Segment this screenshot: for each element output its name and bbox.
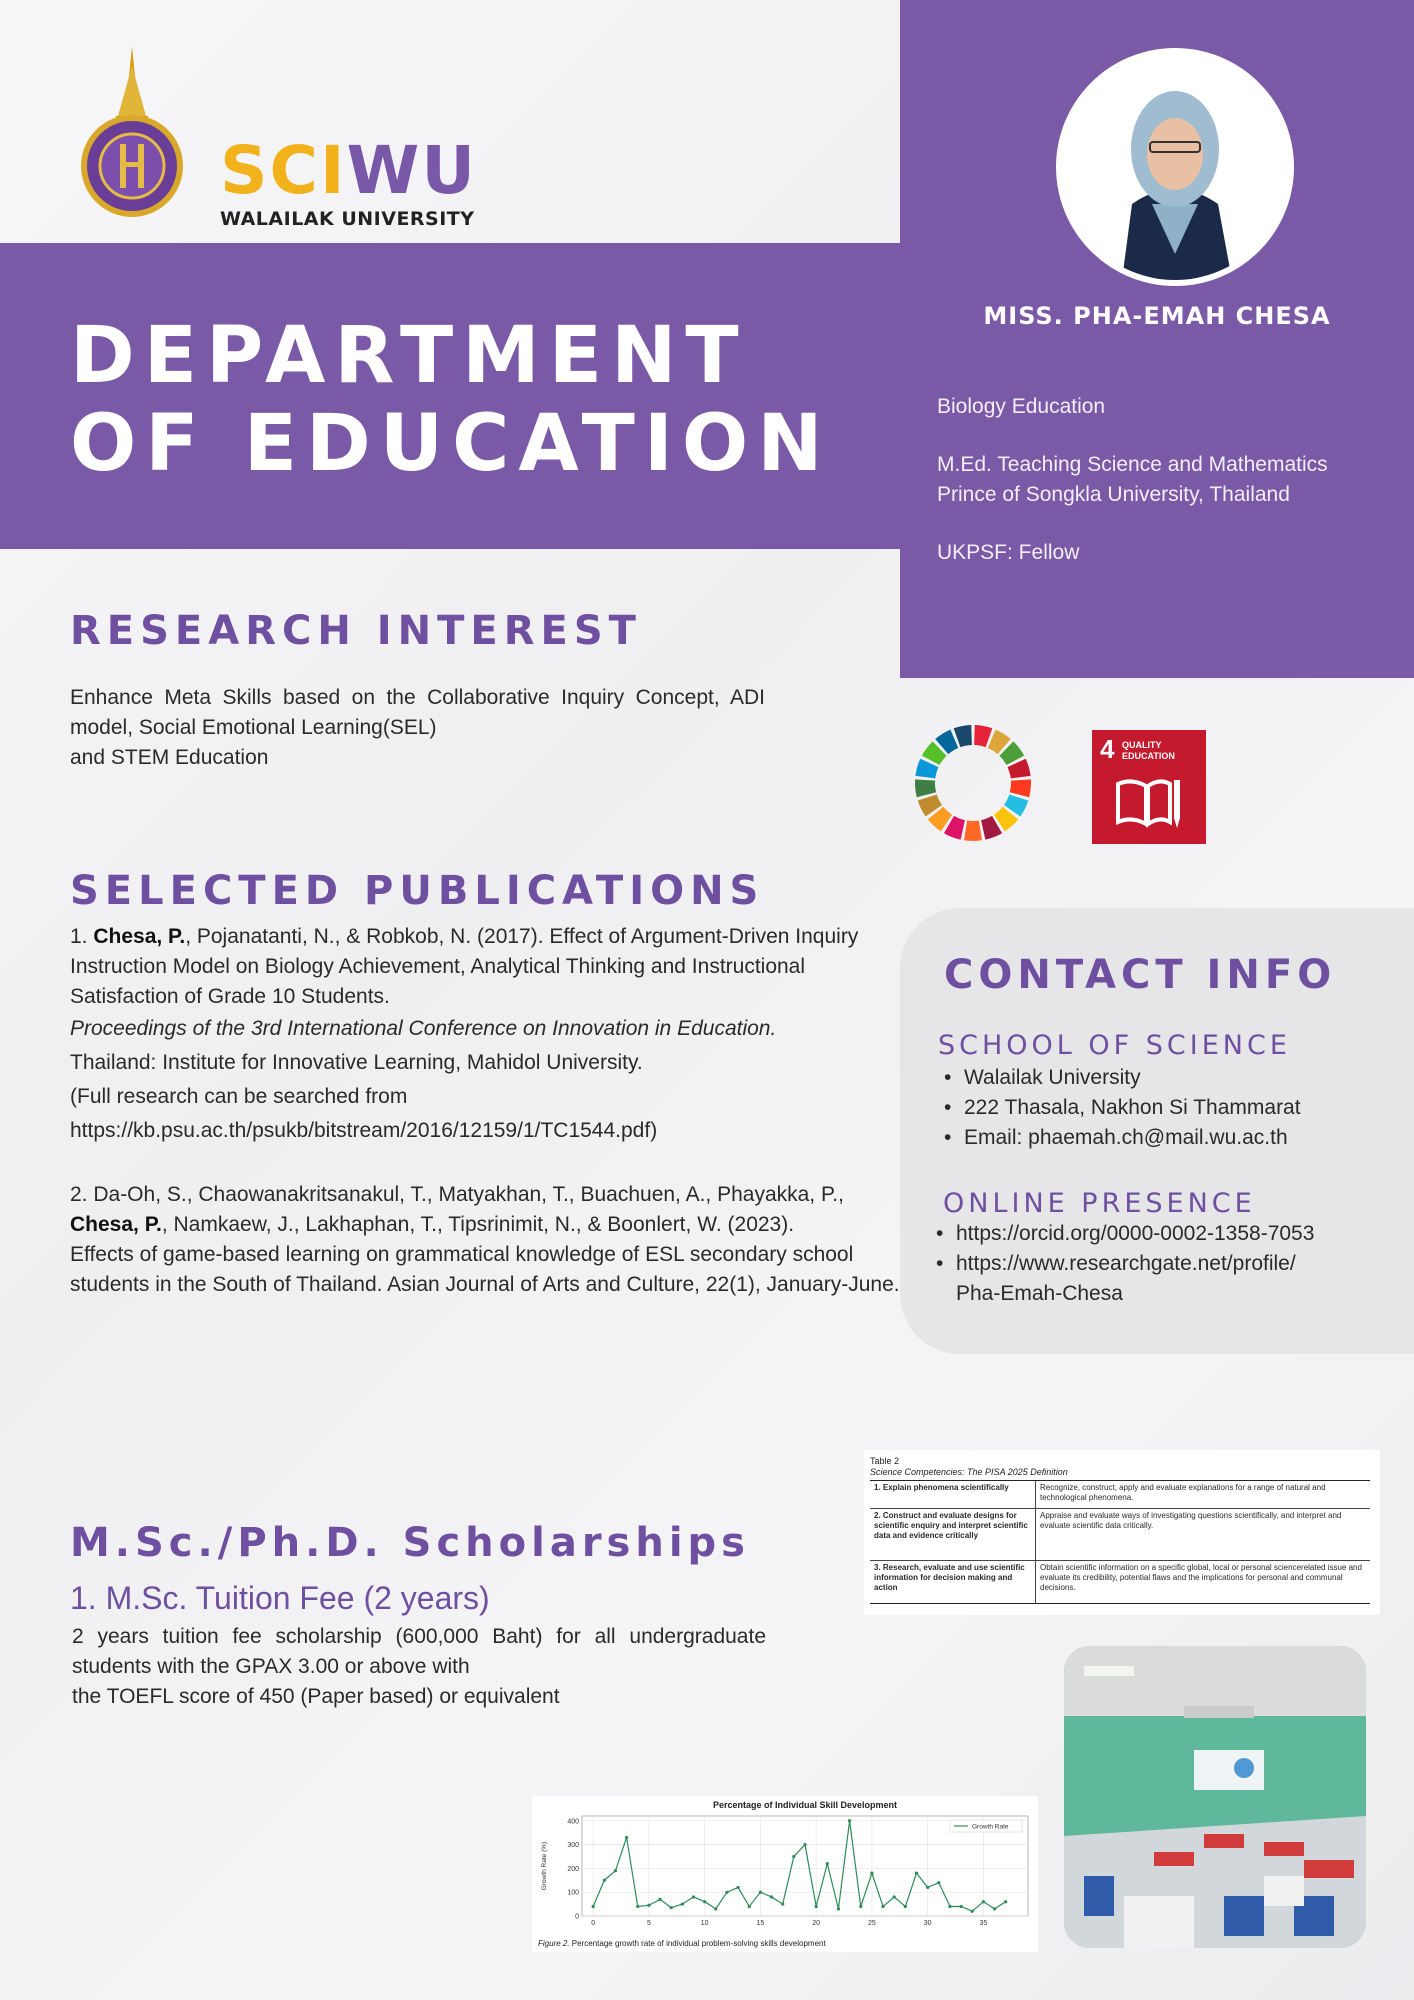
y-axis-label: Growth Rate (%) (541, 1841, 548, 1891)
sdg-segment (1010, 779, 1031, 797)
data-point (725, 1891, 728, 1894)
data-point (625, 1836, 628, 1839)
profile-education: M.Ed. Teaching Science and Mathematics Prince of Songkla University, Thailand (937, 453, 1328, 506)
x-tick-label: 10 (700, 1920, 709, 1927)
chart-caption: Figure 2. Percentage growth rate of individual problem-solving skills development (538, 1939, 826, 1948)
email-link[interactable]: • Email: phaemah.ch@mail.wu.ac.th (940, 1123, 1301, 1153)
data-point (714, 1907, 717, 1910)
book-pencil-icon (1114, 778, 1184, 830)
data-point (1004, 1900, 1007, 1903)
data-point (592, 1905, 595, 1908)
data-point (658, 1898, 661, 1901)
sdg-wheel-icon (912, 722, 1034, 844)
university-crest-logo (80, 46, 184, 222)
scholarship-description: 2 years tuition fee scholarship (600,000 Baht) for all undergraduate students with the GPAX 3.00 or above with the TOEFL score of 450 (Paper based) or equivalent (72, 1625, 766, 1708)
scholarship-subheading: 1. M.Sc. Tuition Fee (2 years) (70, 1580, 490, 1616)
researchgate-link[interactable]: • https://www.researchgate.net/profile/ Pha-Emah-Chesa (932, 1249, 1314, 1309)
profile-field: Biology Education (937, 395, 1106, 418)
legend-label: Growth Rate (972, 1823, 1009, 1831)
x-tick-label: 0 (591, 1920, 596, 1927)
data-point (848, 1819, 851, 1822)
data-point (971, 1910, 974, 1913)
data-point (982, 1900, 985, 1903)
data-point (614, 1869, 617, 1872)
x-tick-label: 25 (868, 1920, 876, 1927)
university-name: WALAILAK UNIVERSITY (220, 208, 475, 230)
data-point (826, 1862, 829, 1865)
sdg-segment (915, 779, 936, 797)
data-point (759, 1891, 762, 1894)
sciwu-wordmark: SCIWU (220, 132, 477, 209)
data-point (937, 1881, 940, 1884)
table-row: 2. Construct and evaluate designs for scientific enquiry and interpret scientific data and evidence critically Appraise and evaluate ways of investigating questions scientifically, and interpret and evaluate scientific data critically. (870, 1509, 1370, 1561)
data-point (948, 1905, 951, 1908)
online-presence-list (932, 1219, 1314, 1309)
data-point (603, 1879, 606, 1882)
profile-fellowship: UKPSF: Fellow (937, 541, 1080, 564)
data-point (781, 1902, 784, 1905)
sdg-segment (964, 821, 982, 841)
profile-name: MISS. PHA-EMAH CHESA (983, 302, 1331, 330)
y-tick-label: 200 (567, 1865, 579, 1873)
data-point (692, 1895, 695, 1898)
data-point (859, 1905, 862, 1908)
scholarships-heading: M.Sc./Ph.D. Scholarships (70, 1520, 750, 1566)
x-tick-label: 35 (979, 1920, 988, 1927)
data-point (703, 1900, 706, 1903)
data-point (960, 1905, 963, 1908)
x-tick-label: 5 (646, 1920, 651, 1927)
school-contact-list (940, 1063, 1301, 1153)
research-interest-heading: RESEARCH INTEREST (70, 608, 642, 654)
data-point (647, 1904, 650, 1907)
publications-heading: SELECTED PUBLICATIONS (70, 868, 765, 914)
data-point (881, 1905, 884, 1908)
data-point (904, 1905, 907, 1908)
data-point (670, 1906, 673, 1909)
pisa-competencies-table: Table 2 Science Competencies: The PISA 2025 Definition 1. Explain phenomena scientifically Recognize, construct, apply and evaluate explanations for a range of natural and technological phenomena. 2. Construct and evaluate designs for scientific enquiry and interpret scientific data and evidence critically Appraise and evaluate ways of investigating questions scientifically, and interpret and evaluate scientific data critically. 3. Research, evaluate and use scientific information for decision making and action Obtain scientific information on a specific global, local or personal sciencerelated issue and evaluate its credibility, potential flaws and the implications for personal and communal decisions. (864, 1450, 1380, 1615)
chart-svg (532, 1796, 1038, 1952)
online-presence-heading: ONLINE PRESENCE (943, 1188, 1256, 1219)
data-point (737, 1886, 740, 1889)
chart-title: Percentage of Individual Skill Development (712, 1800, 898, 1810)
sciwu-brand (220, 132, 477, 230)
x-tick-label: 30 (923, 1920, 932, 1927)
x-tick-label: 15 (756, 1920, 765, 1927)
skill-development-chart (532, 1796, 1038, 1952)
data-point (915, 1872, 918, 1875)
data-point (770, 1895, 773, 1898)
y-tick-label: 300 (567, 1842, 579, 1850)
data-point (926, 1886, 929, 1889)
classroom-photo (1064, 1646, 1366, 1948)
data-point (870, 1872, 873, 1875)
sdg4-quality-education-icon: 4 QUALITY EDUCATION (1092, 730, 1206, 844)
publication-1: 1. Chesa, P., Pojanatanti, N., & Robkob, N. (2017). Effect of Argument-Driven Inquiry Instruction Model on Biology Achievement, Analytical Thinking and Instructional Satisfaction of Grade 10 Students. Proceedings of the 3rd International Conference on Innovation in Education. Thailand: Institute for Innovative Learning, Mahidol University. (Full research can be searched from https://kb.psu.ac.th/psukb/bitstream/2016/12159/1/TC1544.pdf) (70, 925, 859, 1142)
school-of-science-heading: SCHOOL OF SCIENCE (938, 1030, 1291, 1061)
chart-legend (950, 1820, 1022, 1832)
publication-2: 2. Da-Oh, S., Chaowanakritsanakul, T., Matyakhan, T., Buachuen, A., Phayakka, P., Chesa, P., Namkaew, J., Lakhaphan, T., Tipsrinimit, N., & Boonlert, W. (2023). Effects of game-based learning on grammatical knowledge of ESL secondary school students in the South of Thailand. Asian Journal of Arts and Culture, 22(1), January-June. (70, 1183, 900, 1296)
profile-photo (1062, 54, 1288, 280)
data-point (837, 1907, 840, 1910)
series-line-growth-rate (593, 1821, 1006, 1911)
data-point (636, 1905, 639, 1908)
data-point (815, 1905, 818, 1908)
data-point (681, 1902, 684, 1905)
y-tick-label: 0 (575, 1913, 579, 1921)
page-title: DEPARTMENT OF EDUCATION (70, 311, 832, 489)
orcid-link[interactable]: • https://orcid.org/0000-0002-1358-7053 (932, 1219, 1314, 1249)
y-tick-label: 400 (567, 1818, 579, 1826)
table-row: 3. Research, evaluate and use scientific information for decision making and action Obtain scientific information on a specific global, local or personal sciencerelated issue and evaluate its credibility, potential flaws and the implications for personal and communal decisions. (870, 1561, 1370, 1603)
list-item: • 222 Thasala, Nakhon Si Thammarat (940, 1093, 1301, 1123)
list-item: • Walailak University (940, 1063, 1301, 1093)
data-point (748, 1905, 751, 1908)
data-point (993, 1907, 996, 1910)
data-point (803, 1843, 806, 1846)
profile-details (937, 392, 1328, 596)
publications-list (70, 922, 900, 1300)
data-point (893, 1895, 896, 1898)
data-point (792, 1855, 795, 1858)
table-row: 1. Explain phenomena scientifically Recognize, construct, apply and evaluate explanations for a range of natural and technological phenomena. (870, 1481, 1370, 1509)
contact-info-heading: CONTACT INFO (944, 952, 1337, 998)
research-interest-text: Enhance Meta Skills based on the Collaborative Inquiry Concept, ADI model, Social Emotional Learning(SEL) and STEM Education (70, 686, 765, 769)
x-tick-label: 20 (812, 1920, 821, 1927)
y-tick-label: 100 (567, 1889, 579, 1897)
